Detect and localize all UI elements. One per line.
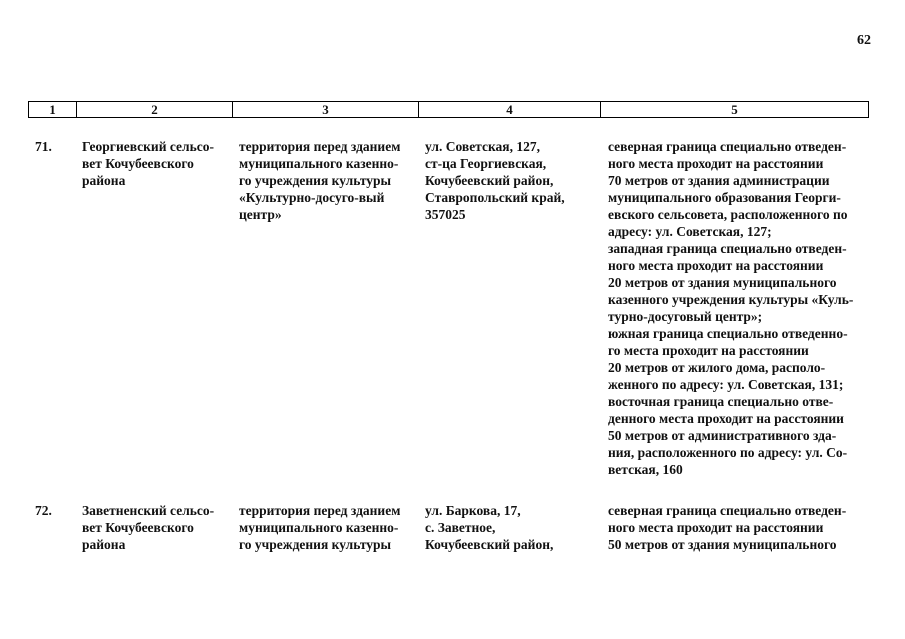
address-cell: ул. Баркова, 17, с. Заветное, Кочубеевский район, — [425, 503, 554, 552]
header-col-2: 2 — [77, 102, 233, 118]
territory-cell: территория перед зданием муниципального казенно- го учреждения культуры — [239, 503, 401, 552]
address-cell: ул. Советская, 127, ст-ца Георгиевская, Кочубеевский район, Ставропольский край, 357025 — [425, 139, 565, 222]
header-col-4: 4 — [419, 102, 601, 118]
territory-cell: территория перед зданием муниципального казенно- го учреждения культуры «Культурно-досуго-вый центр» — [239, 139, 401, 222]
page-number: 62 — [857, 33, 871, 48]
borders-cell: северная граница специально отведен- ного места проходит на расстоянии 70 метров от здания администрации муниципального образования Георги- евского сельсовета, расположенного по адресу: ул. Советская, 127; западная граница специально отведен- ного места проходит на расстоянии 20 метров от здания муниципального казенного учреждения культуры «Куль- турно-досуговый центр»; южная граница специально отведенно- го места проходит на расстоянии 20 метров от жилого дома, располо- женного по адресу: ул. Советская, 131; восточная граница специально отве- денного места проходит на расстоянии 50 метров от административного зда- ния, расположенного по адресу: ул. Со- ветская, 160 — [608, 139, 854, 477]
header-col-3: 3 — [233, 102, 419, 118]
header-col-5: 5 — [601, 102, 869, 118]
borders-cell: северная граница специально отведен- ного места проходит на расстоянии 50 метров от здания муниципального — [608, 503, 847, 552]
table-header — [28, 101, 869, 118]
header-row — [29, 102, 869, 118]
organization-cell: Георгиевский сельсо- вет Кочубеевского района — [82, 139, 214, 188]
organization-cell: Заветненский сельсо- вет Кочубеевского района — [82, 503, 215, 552]
row-number: 71. — [35, 139, 52, 154]
row-number: 72. — [35, 503, 52, 518]
header-col-1: 1 — [29, 102, 77, 118]
